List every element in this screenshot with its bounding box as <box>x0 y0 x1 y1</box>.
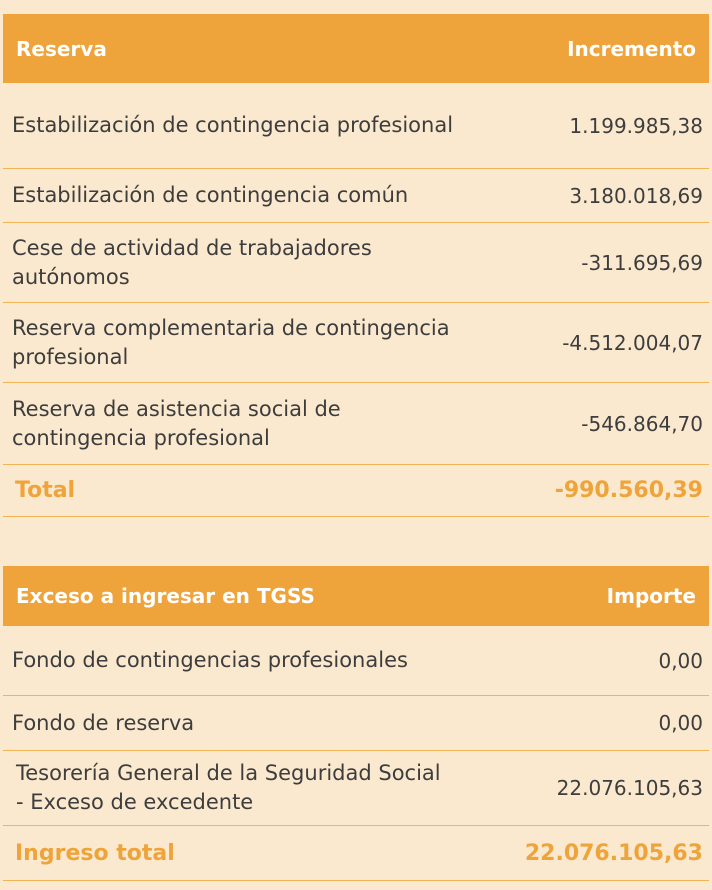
row-value: -546.864,70 <box>581 411 703 436</box>
total-row <box>3 826 709 881</box>
total-row <box>3 465 709 517</box>
row-value: -4.512.004,07 <box>562 330 703 355</box>
row-value: 3.180.018,69 <box>569 183 703 208</box>
row-label: Reserva complementaria de contingencia profesional <box>12 315 450 369</box>
table-row <box>3 169 709 223</box>
table-row <box>3 223 709 303</box>
row-label: Reserva de asistencia social de contingencia profesional <box>12 396 341 450</box>
reserva-table <box>3 14 709 517</box>
row-value: 0,00 <box>658 648 703 673</box>
row-value: -311.695,69 <box>581 250 703 275</box>
row-value: 0,00 <box>658 711 703 735</box>
table-row <box>3 751 709 826</box>
table-row <box>3 696 709 751</box>
reserva-column-header: Reserva <box>16 36 107 61</box>
row-label: Tesorería General de la Seguridad Social - Exceso de excedente <box>16 761 441 814</box>
total-label: Total <box>15 478 76 503</box>
table-row <box>3 303 709 383</box>
exceso-table <box>3 566 709 881</box>
table-row <box>3 83 709 169</box>
row-label: Cese de actividad de trabajadores autónomos <box>12 235 372 289</box>
row-label: Estabilización de contingencia común <box>12 183 409 207</box>
row-value: 22.076.105,63 <box>556 776 703 800</box>
table-row <box>3 626 709 696</box>
row-value: 1.199.985,38 <box>569 113 703 138</box>
incremento-column-header: Incremento <box>567 36 696 61</box>
row-label: Estabilización de contingencia profesional <box>12 113 454 137</box>
row-label: Fondo de contingencias profesionales <box>12 648 408 672</box>
row-label: Fondo de reserva <box>12 710 195 735</box>
exceso-table-header <box>3 566 709 626</box>
total-label: Ingreso total <box>15 840 175 866</box>
importe-column-header: Importe <box>606 584 696 608</box>
total-value: -990.560,39 <box>554 478 703 503</box>
table-row <box>3 383 709 465</box>
exceso-column-header: Exceso a ingresar en TGSS <box>16 584 315 608</box>
reserva-table-header <box>3 14 709 83</box>
total-value: 22.076.105,63 <box>524 840 703 866</box>
